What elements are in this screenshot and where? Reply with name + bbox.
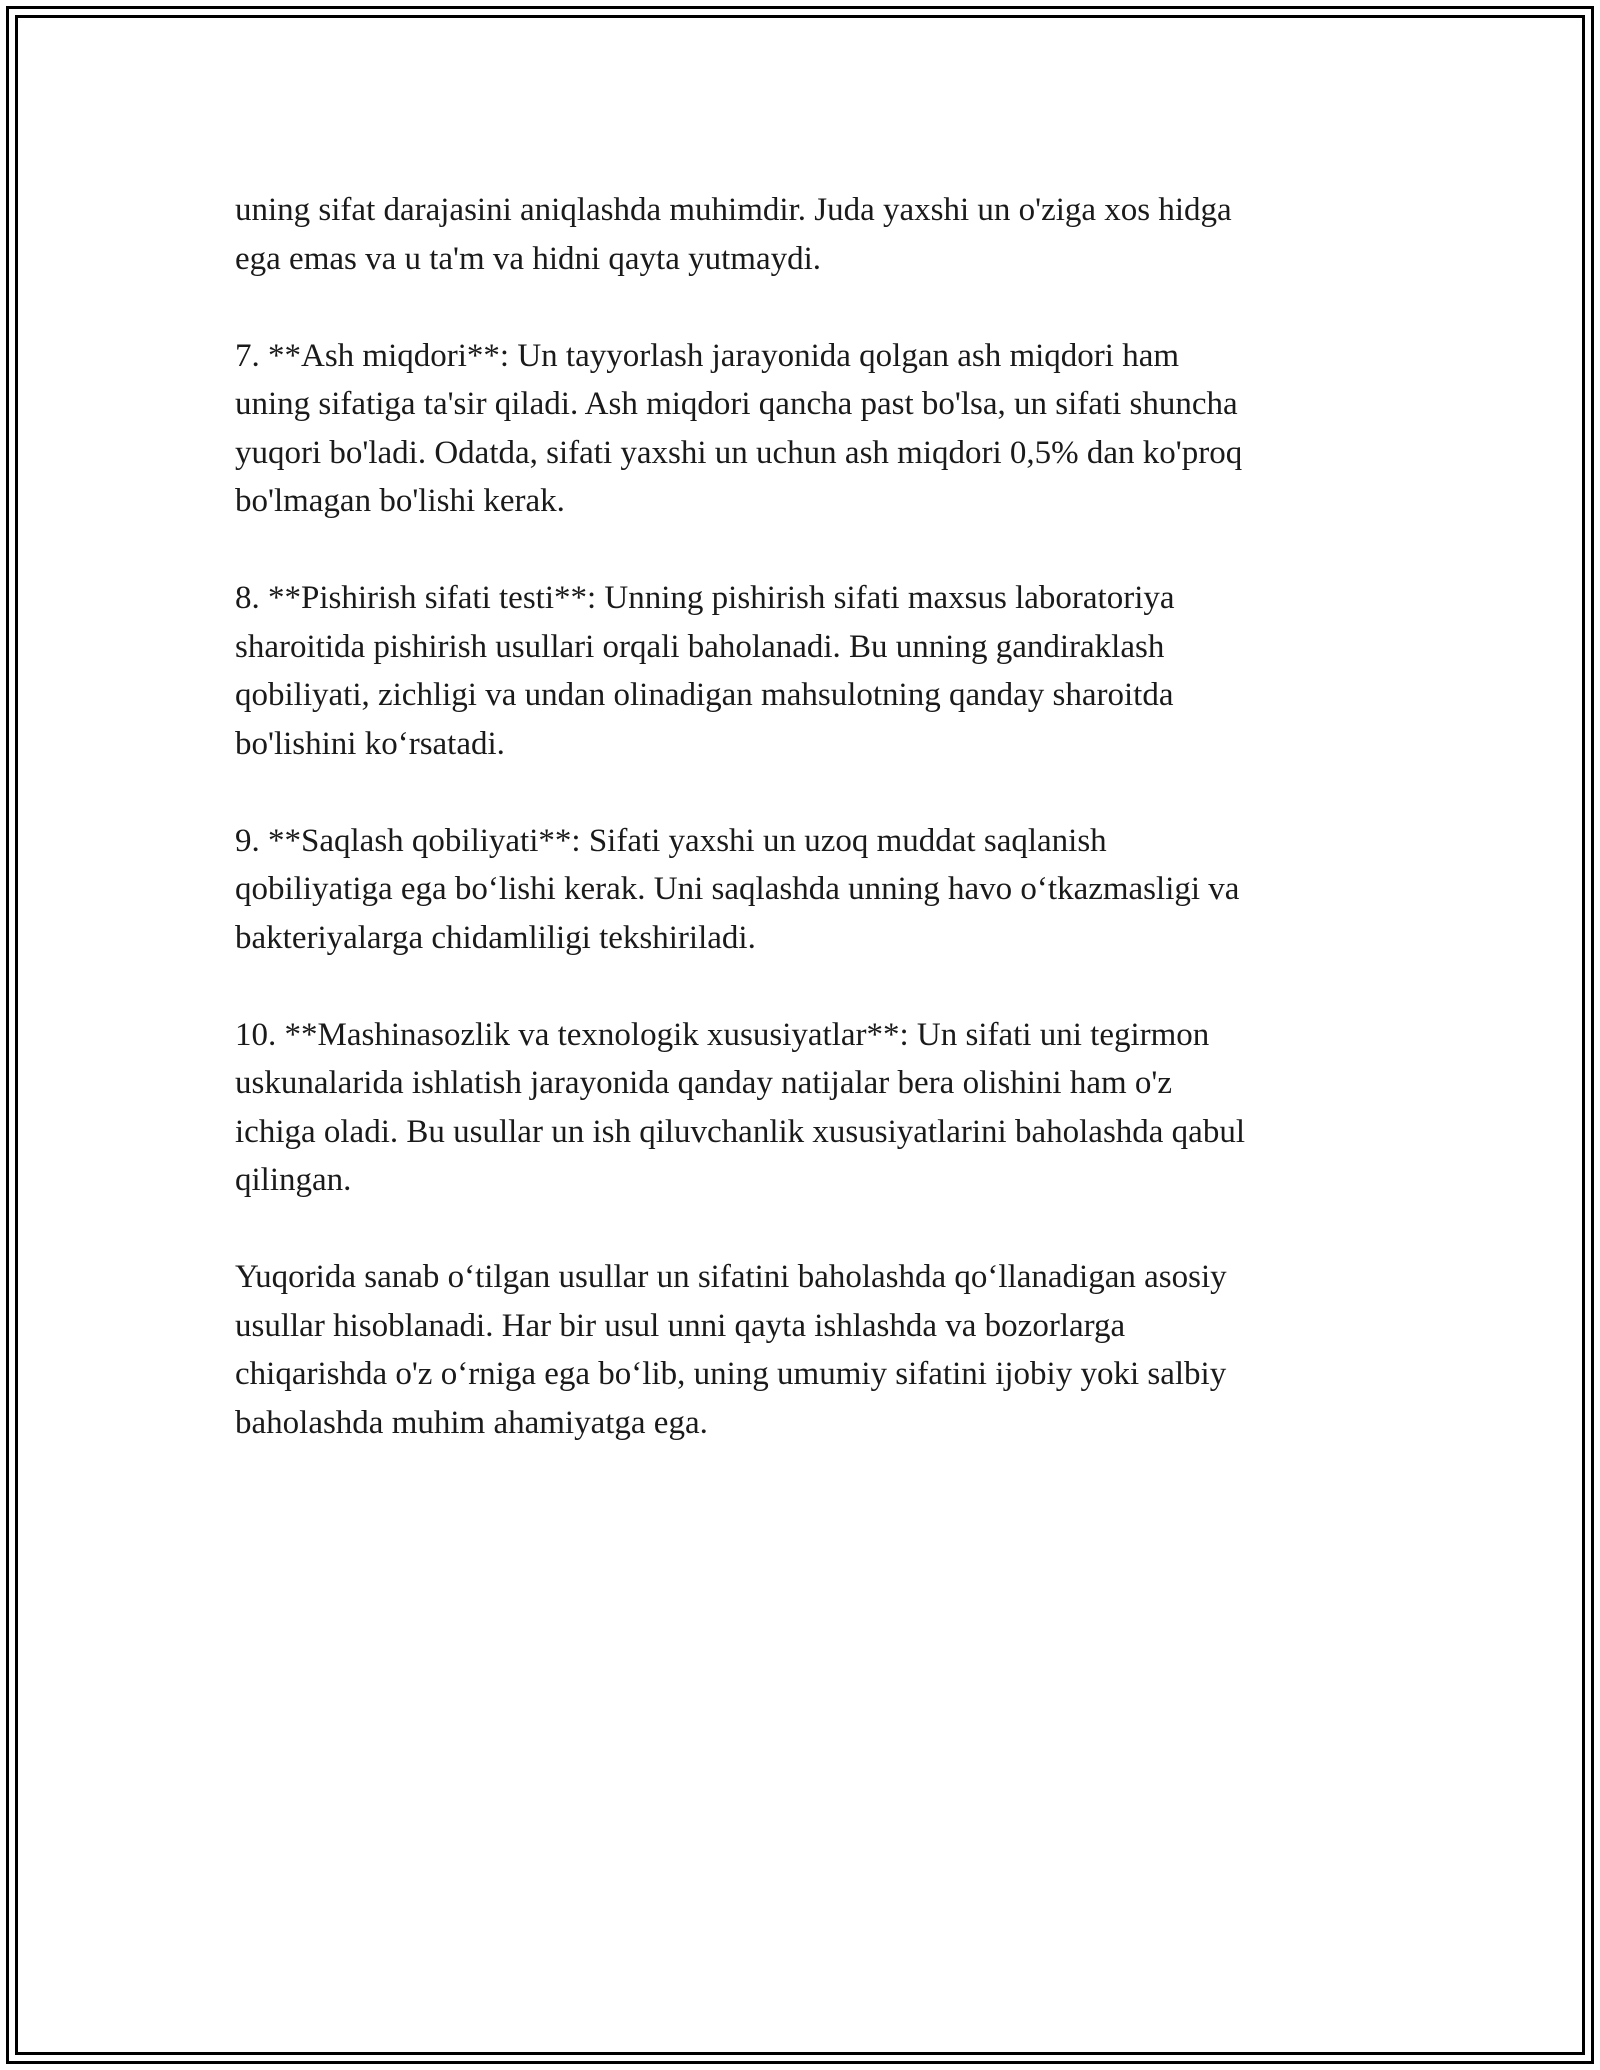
paragraph-technological [235, 1011, 1365, 1205]
text-line: usullar hisoblanadi. Har bir usul unni qayta ishlashda va bozorlarga [235, 1307, 1126, 1344]
text-line: bakteriyalarga chidamliligi tekshiriladi. [235, 919, 756, 956]
document-body [235, 186, 1365, 1447]
text-line: baholashda muhim ahamiyatga ega. [235, 1404, 708, 1441]
text-line: uning sifat darajasini aniqlashda muhimdir. Juda yaxshi un o'ziga xos hidga [235, 192, 1232, 228]
text-line: qobiliyatiga ega bo‘lishi kerak. Uni saqlashda unning havo o‘tkazmasligi va [235, 871, 1240, 907]
text-line: ega emas va u ta'm va hidni qayta yutmaydi. [235, 240, 822, 277]
text-line: bo'lishini ko‘rsatadi. [235, 725, 505, 762]
text-line: 7. **Ash miqdori**: Un tayyorlash jarayonida qolgan ash miqdori ham [235, 337, 1180, 374]
text-line: 8. **Pishirish sifati testi**: Unning pishirish sifati maxsus laboratoriya [235, 580, 1175, 616]
paragraph-continuation [235, 186, 1365, 283]
text-line: uskunalarida ishlatish jarayonida qanday natijalar bera olishini ham o'z [235, 1065, 1172, 1101]
paragraph-storage [235, 817, 1365, 963]
text-line: 9. **Saqlash qobiliyati**: Sifati yaxshi un uzoq muddat saqlanish [235, 822, 1107, 859]
text-line: qobiliyati, zichligi va undan olinadigan mahsulotning qanday sharoitda [235, 677, 1174, 713]
text-line: chiqarishda o'z o‘rniga ega bo‘lib, uning umumiy sifatini ijobiy yoki salbiy [235, 1356, 1227, 1392]
paragraph-ash-content [235, 332, 1365, 526]
text-line: ichiga oladi. Bu usullar un ish qiluvchanlik xususiyatlarini baholashda qabul [235, 1113, 1245, 1150]
text-line: yuqori bo'ladi. Odatda, sifati yaxshi un uchun ash miqdori 0,5% dan ko'proq [235, 434, 1243, 471]
paragraph-conclusion [235, 1253, 1365, 1447]
paragraph-baking-test [235, 574, 1365, 768]
text-line: qilingan. [235, 1162, 352, 1198]
text-line: bo'lmagan bo'lishi kerak. [235, 483, 565, 519]
text-line: sharoitida pishirish usullari orqali baholanadi. Bu unning gandiraklash [235, 628, 1165, 665]
text-line: uning sifatiga ta'sir qiladi. Ash miqdori qancha past bo'lsa, un sifati shuncha [235, 386, 1238, 422]
text-line: 10. **Mashinasozlik va texnologik xususiyatlar**: Un sifati uni tegirmon [235, 1016, 1210, 1053]
text-line: Yuqorida sanab o‘tilgan usullar un sifatini baholashda qo‘llanadigan asosiy [235, 1259, 1227, 1295]
